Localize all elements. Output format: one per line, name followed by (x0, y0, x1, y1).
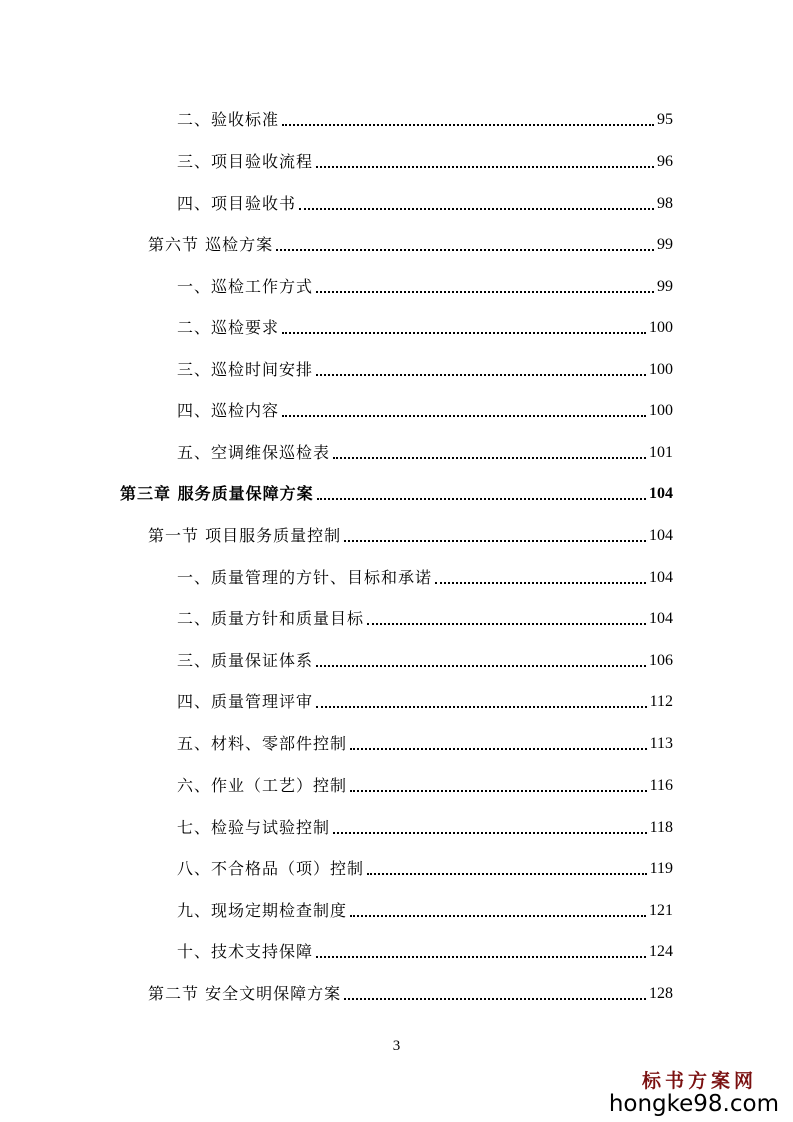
toc-entry-page: 121 (649, 902, 673, 919)
toc-entry[interactable] (177, 645, 673, 671)
toc-entry[interactable] (177, 437, 673, 463)
toc-entry-label: 四、项目验收书 (177, 194, 297, 213)
toc-entry-page: 104 (649, 569, 673, 586)
toc-entry-page: 99 (657, 236, 673, 253)
dot-leader (276, 249, 654, 251)
dot-leader (344, 540, 646, 542)
toc-entry-label: 六、作业（工艺）控制 (177, 776, 348, 795)
toc-entry-label: 二、质量方针和质量目标 (177, 609, 365, 628)
dot-leader (316, 291, 654, 293)
toc-entry-page: 119 (649, 860, 673, 877)
toc-entry[interactable] (148, 520, 673, 546)
toc-entry-page: 96 (657, 153, 673, 170)
toc-entry-page: 100 (649, 361, 673, 378)
toc-entry[interactable] (148, 978, 673, 1004)
toc-entry-page: 112 (649, 693, 673, 710)
dot-leader (350, 790, 647, 792)
toc-entry-page: 100 (649, 319, 673, 336)
toc-entry-page: 104 (649, 485, 673, 502)
toc-entry-label: 二、巡检要求 (177, 318, 280, 337)
dot-leader (333, 457, 646, 459)
dot-leader (367, 873, 647, 875)
dot-leader (282, 124, 654, 126)
toc-entry[interactable] (177, 395, 673, 421)
toc-entry[interactable] (177, 728, 673, 754)
toc-entry-page: 104 (649, 610, 673, 627)
toc-entry[interactable] (177, 146, 673, 172)
page-number: 3 (392, 1038, 401, 1054)
toc-entry-page: 113 (649, 735, 673, 752)
toc-entry[interactable] (177, 354, 673, 380)
dot-leader (316, 166, 654, 168)
dot-leader (435, 582, 646, 584)
toc-entry-page: 118 (649, 819, 673, 836)
toc-entry[interactable] (177, 853, 673, 879)
toc-entry-page: 104 (649, 527, 673, 544)
toc-entry-label: 三、巡检时间安排 (177, 360, 314, 379)
dot-leader (344, 998, 646, 1000)
toc-entry-label: 三、项目验收流程 (177, 152, 314, 171)
toc-entry[interactable] (177, 936, 673, 962)
dot-leader (317, 498, 646, 500)
dot-leader (350, 915, 646, 917)
toc-entry-page: 128 (649, 985, 673, 1002)
toc-entry[interactable] (177, 812, 673, 838)
toc-entry-page: 116 (649, 777, 673, 794)
watermark-url: hongke98.com (608, 1091, 779, 1117)
toc-entry-label: 八、不合格品（项）控制 (177, 859, 365, 878)
toc-entry-page: 101 (649, 444, 673, 461)
toc-entry-page: 98 (657, 195, 673, 212)
toc-entry-label: 二、验收标准 (177, 110, 280, 129)
toc-entry[interactable] (177, 562, 673, 588)
toc-entry-label: 四、巡检内容 (177, 401, 280, 420)
toc-entry-page: 95 (657, 111, 673, 128)
toc-entry-label: 十、技术支持保障 (177, 942, 314, 961)
toc-entry-label: 一、巡检工作方式 (177, 277, 314, 296)
dot-leader (299, 208, 654, 210)
dot-leader (282, 415, 646, 417)
toc-entry[interactable] (148, 229, 673, 255)
toc-entry[interactable] (177, 686, 673, 712)
toc-entry[interactable] (177, 312, 673, 338)
dot-leader (316, 956, 646, 958)
toc-entry-page: 100 (649, 402, 673, 419)
dot-leader (367, 623, 646, 625)
toc-entry[interactable] (177, 895, 673, 921)
toc-entry-label: 五、空调维保巡检表 (177, 443, 331, 462)
toc-entry-page: 106 (649, 652, 673, 669)
toc-entry[interactable] (177, 770, 673, 796)
toc-entry-label: 三、质量保证体系 (177, 651, 314, 670)
watermark-brand-text: 标书方案网 (641, 1070, 757, 1092)
toc-entry-label: 四、质量管理评审 (177, 692, 314, 711)
dot-leader (282, 332, 646, 334)
toc-entry-page: 124 (649, 943, 673, 960)
toc-entry[interactable] (177, 271, 673, 297)
toc-entry-label: 第一节 项目服务质量控制 (148, 526, 342, 545)
toc-entry-label: 第三章 服务质量保障方案 (120, 484, 314, 503)
toc-entry-label: 第二节 安全文明保障方案 (148, 984, 342, 1003)
dot-leader (316, 665, 646, 667)
toc-entry-label: 七、检验与试验控制 (177, 818, 331, 837)
dot-leader (333, 832, 647, 834)
dot-leader (316, 374, 646, 376)
dot-leader (316, 706, 647, 708)
dot-leader (350, 748, 647, 750)
toc-chapter-entry[interactable] (120, 478, 673, 504)
toc-entry-label: 九、现场定期检查制度 (177, 901, 348, 920)
toc-entry[interactable] (177, 104, 673, 130)
toc-entry-label: 五、材料、零部件控制 (177, 734, 348, 753)
toc-entry-page: 99 (657, 278, 673, 295)
toc-entry-label: 一、质量管理的方针、目标和承诺 (177, 568, 433, 587)
toc-entry[interactable] (177, 188, 673, 214)
toc-entry-label: 第六节 巡检方案 (148, 235, 274, 254)
watermark-logo (609, 1066, 779, 1117)
toc-entry[interactable] (177, 603, 673, 629)
